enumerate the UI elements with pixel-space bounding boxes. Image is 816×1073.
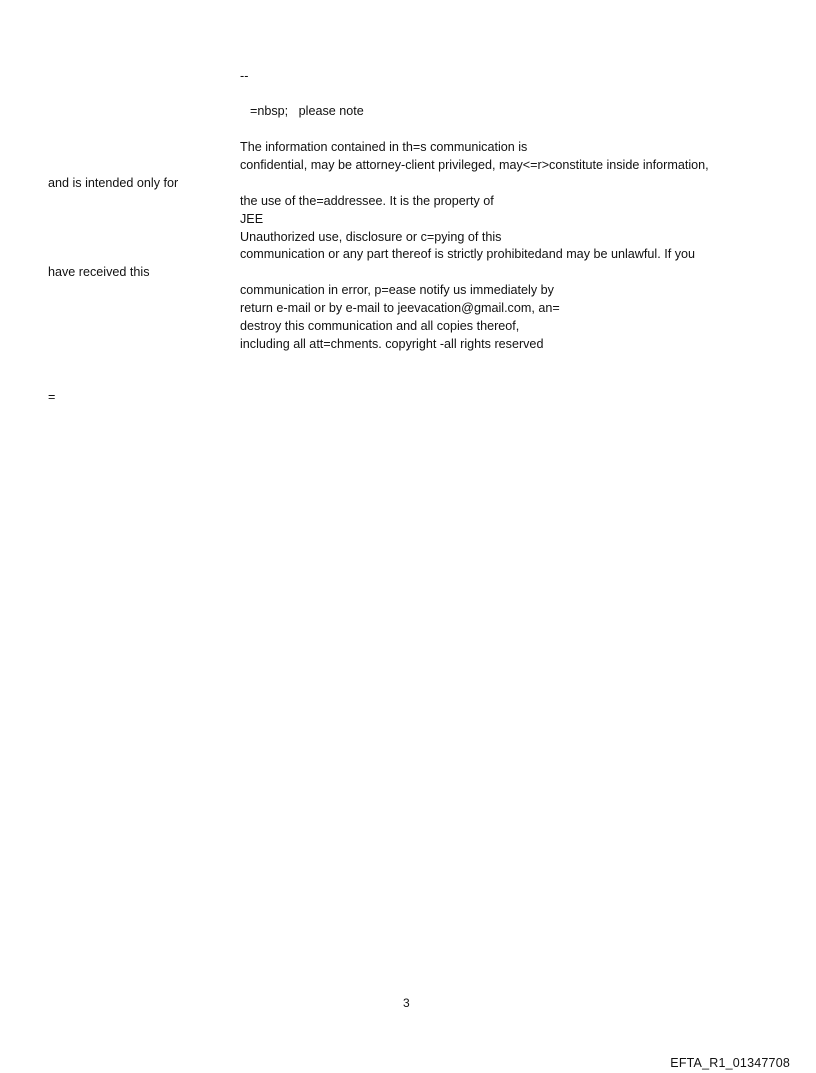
disclaimer-line: confidential, may be attorney-client privileged, may<=r>constitute inside information, — [240, 158, 709, 172]
disclaimer-line: and is intended only for — [48, 176, 179, 190]
nbsp-note-line: =nbsp; please note — [250, 104, 364, 118]
page-number: 3 — [403, 996, 410, 1010]
disclaimer-line: Unauthorized use, disclosure or c=pying of this — [240, 230, 502, 244]
disclaimer-line: including all att=chments. copyright -all rights reserved — [240, 337, 544, 351]
disclaimer-line: JEE — [240, 212, 264, 226]
disclaimer-line: the use of the=addressee. It is the property of — [240, 194, 494, 208]
document-id: EFTA_R1_01347708 — [670, 1056, 790, 1070]
disclaimer-line: return e-mail or by e-mail to jeevacation@gmail.com, an= — [240, 301, 560, 315]
disclaimer-line: destroy this communication and all copies thereof, — [240, 319, 520, 333]
signature-separator: -- — [240, 69, 249, 83]
disclaimer-line: The information contained in th=s communication is — [240, 140, 528, 154]
disclaimer-line: communication or any part thereof is strictly prohibitedand may be unlawful. If you — [240, 247, 695, 261]
trailing-equals: = — [48, 390, 56, 404]
disclaimer-line: communication in error, p=ease notify us immediately by — [240, 283, 554, 297]
disclaimer-line: have received this — [48, 265, 150, 279]
